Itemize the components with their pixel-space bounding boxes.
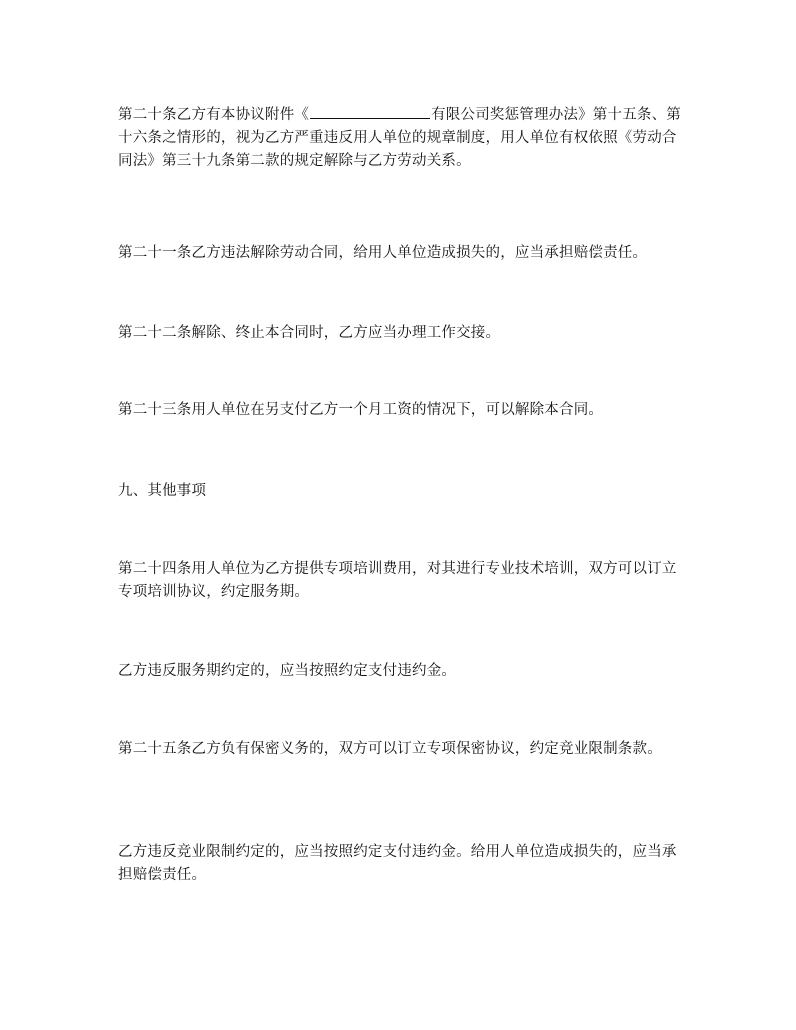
article-21: 第二十一条乙方违法解除劳动合同，给用人单位造成损失的，应当承担赔偿责任。 bbox=[118, 245, 648, 261]
article-22: 第二十二条解除、终止本合同时，乙方应当办理工作交接。 bbox=[118, 325, 501, 341]
article-23: 第二十三条用人单位在另支付乙方一个月工资的情况下，可以解除本合同。 bbox=[118, 402, 604, 418]
article-24-breach: 乙方违反服务期约定的，应当按照约定支付违约金。 bbox=[118, 663, 457, 679]
company-name-blank bbox=[310, 104, 430, 119]
article-20-text-end: 有限公司奖惩管理办法》第十五条、第十六条之情形的，视为乙方严重违反用人单位的规章制度，用人单位有权依照《劳动合同法》第三十九条第二款的规定解除与乙方劳动关系。 bbox=[118, 107, 682, 169]
article-25-breach: 乙方违反竞业限制约定的，应当按照约定支付违约金。给用人单位造成损失的，应当承担赔偿责任。 bbox=[118, 844, 677, 883]
article-24: 第二十四条用人单位为乙方提供专项培训费用，对其进行专业技术培训，双方可以订立专项培训协议，约定服务期。 bbox=[118, 561, 677, 600]
article-20-text-start: 第二十条乙方有本协议附件《 bbox=[118, 107, 310, 123]
section-heading-other-matters: 九、其他事项 bbox=[118, 483, 207, 499]
article-20 bbox=[118, 104, 690, 173]
article-25: 第二十五条乙方负有保密义务的，双方可以订立专项保密协议，约定竞业限制条款。 bbox=[118, 741, 662, 757]
